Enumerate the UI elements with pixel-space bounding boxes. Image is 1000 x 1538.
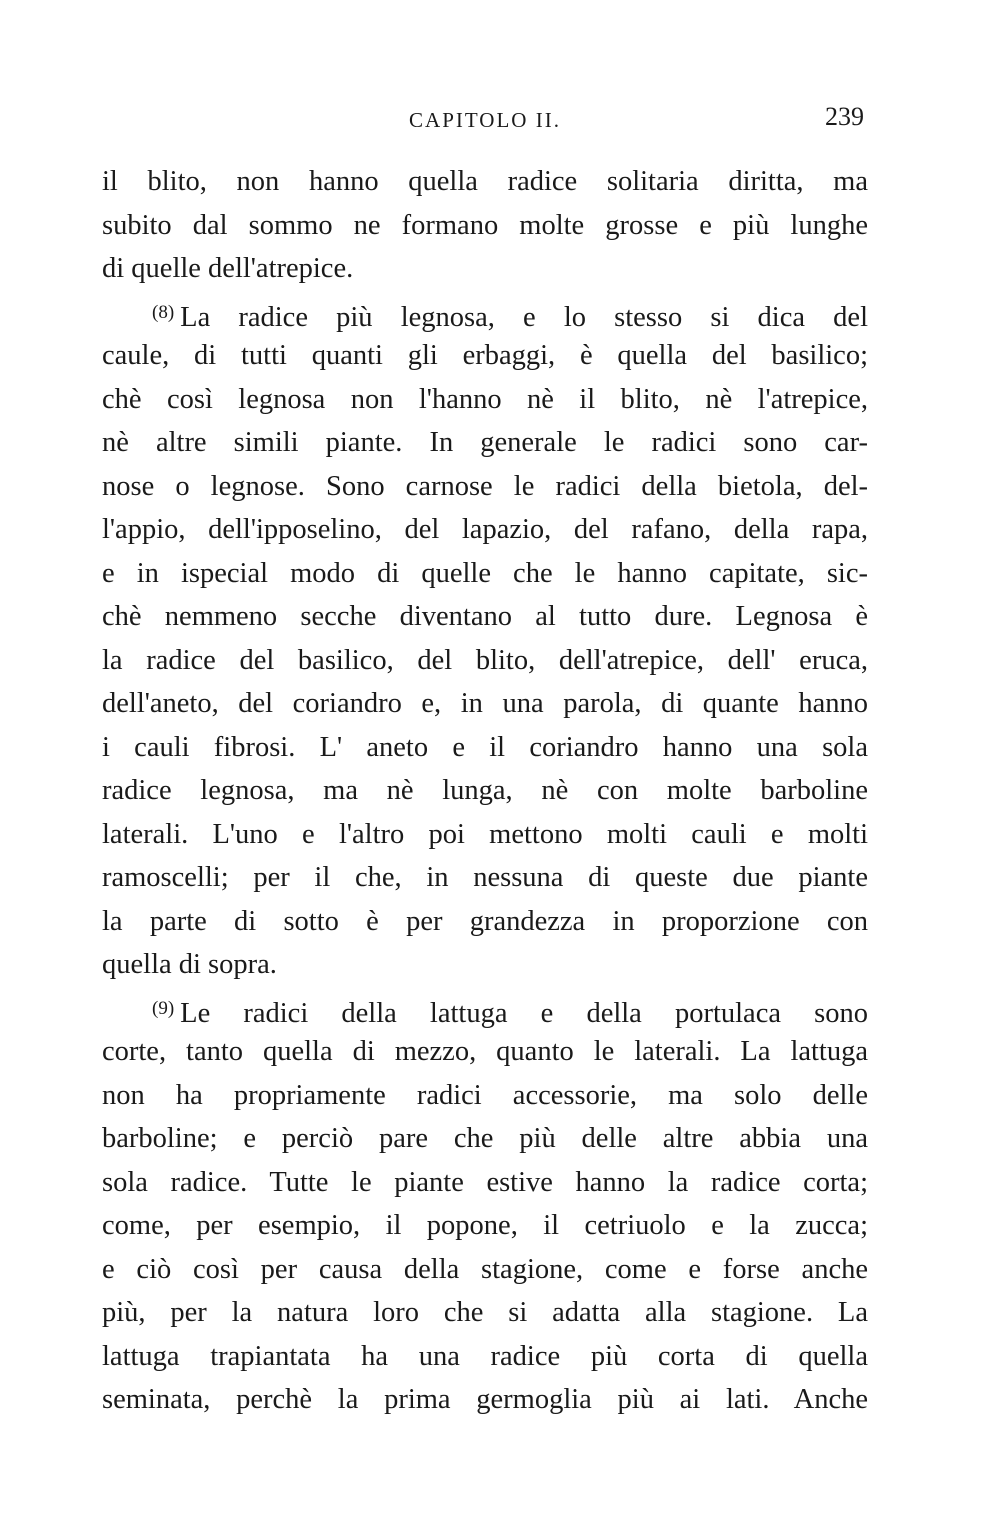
line-text: la parte di sotto è per grandezza in proporzione con [102,905,868,937]
text-line [102,508,868,552]
text-line [102,1074,868,1118]
line-text: il blito, non hanno quella radice solitaria diritta, ma [102,166,868,197]
text-line [102,378,868,422]
line-text: nè altre simili piante. In generale le radici sono car- [102,427,868,458]
text-line [102,1335,868,1379]
line-text: ramoscelli; per il che, in nessuna di queste due piante [102,862,868,893]
text-line [102,900,868,944]
text-line [102,204,868,248]
line-text: non ha propriamente radici accessorie, ma solo delle [102,1079,868,1111]
note-number: (9) [152,997,175,1019]
line-text: chè nemmeno secche diventano al tutto dure. Legnosa è [102,601,868,632]
text-line [102,1161,868,1205]
line-text: i cauli fibrosi. L' aneto e il coriandro hanno una sola [102,731,868,763]
line-text: seminata, perchè la prima germoglia più ai lati. Anche [102,1384,868,1415]
text-line [102,1204,868,1248]
line-text: più, per la natura loro che si adatta alla stagione. La [102,1297,868,1328]
text-line [102,595,868,639]
text-line [102,856,868,900]
line-text: quella di sopra. [102,949,277,980]
text-line [102,987,868,1031]
line-text: nose o legnose. Sono carnose le radici della bietola, del- [102,470,868,502]
line-text: barboline; e perciò pare che più delle altre abbia una [102,1123,868,1154]
text-line [102,247,868,291]
text-line [102,769,868,813]
text-line [102,639,868,683]
line-text: radice legnosa, ma nè lunga, nè con molte barboline [102,775,868,806]
line-text: di quelle dell'atrepice. [102,253,354,284]
line-text: chè così legnosa non l'hanno nè il blito, nè l'atrepice, [102,383,868,415]
running-head: CAPITOLO II. [409,108,561,132]
line-text: e in ispecial modo di quelle che le hanno capitate, sic- [102,557,868,589]
note-number: (8) [152,301,175,323]
text-line [102,1030,868,1074]
text-line [102,1117,868,1161]
line-text: e ciò così per causa della stagione, come e forse anche [102,1253,868,1285]
line-text: la radice del basilico, del blito, dell'atrepice, dell' eruca, [102,644,868,676]
text-line [102,682,868,726]
text-line [102,1291,868,1335]
text-line [102,1248,868,1292]
text-line [102,552,868,596]
text-line [102,813,868,857]
line-text: l'appio, dell'ipposelino, del lapazio, del rafano, della rapa, [102,514,868,545]
line-text: lattuga trapiantata ha una radice più corta di quella [102,1340,868,1372]
line-text: Le radici della lattuga e della portulaca sono [180,997,868,1029]
text-line [102,421,868,465]
line-text: laterali. L'uno e l'altro poi mettono molti cauli e molti [102,818,868,850]
text-line [102,726,868,770]
text-line [102,160,868,204]
page-header [100,102,870,142]
text-line [102,943,868,987]
text-line [102,334,868,378]
page-number: 239 [825,102,864,131]
line-text: sola radice. Tutte le piante estive hanno la radice corta; [102,1166,868,1198]
body-text [102,160,868,1422]
line-text: come, per esempio, il popone, il cetriuolo e la zucca; [102,1210,868,1241]
line-text: La radice più legnosa, e lo stesso si dica del [180,301,868,333]
line-text: subito dal sommo ne formano molte grosse e più lunghe [102,209,868,241]
line-text: corte, tanto quella di mezzo, quanto le laterali. La lattuga [102,1036,868,1067]
text-line [102,465,868,509]
line-text: caule, di tutti quanti gli erbaggi, è quella del basilico; [102,340,868,371]
text-line [102,1378,868,1422]
line-text: dell'aneto, del coriandro e, in una parola, di quante hanno [102,688,868,719]
text-line [102,291,868,335]
